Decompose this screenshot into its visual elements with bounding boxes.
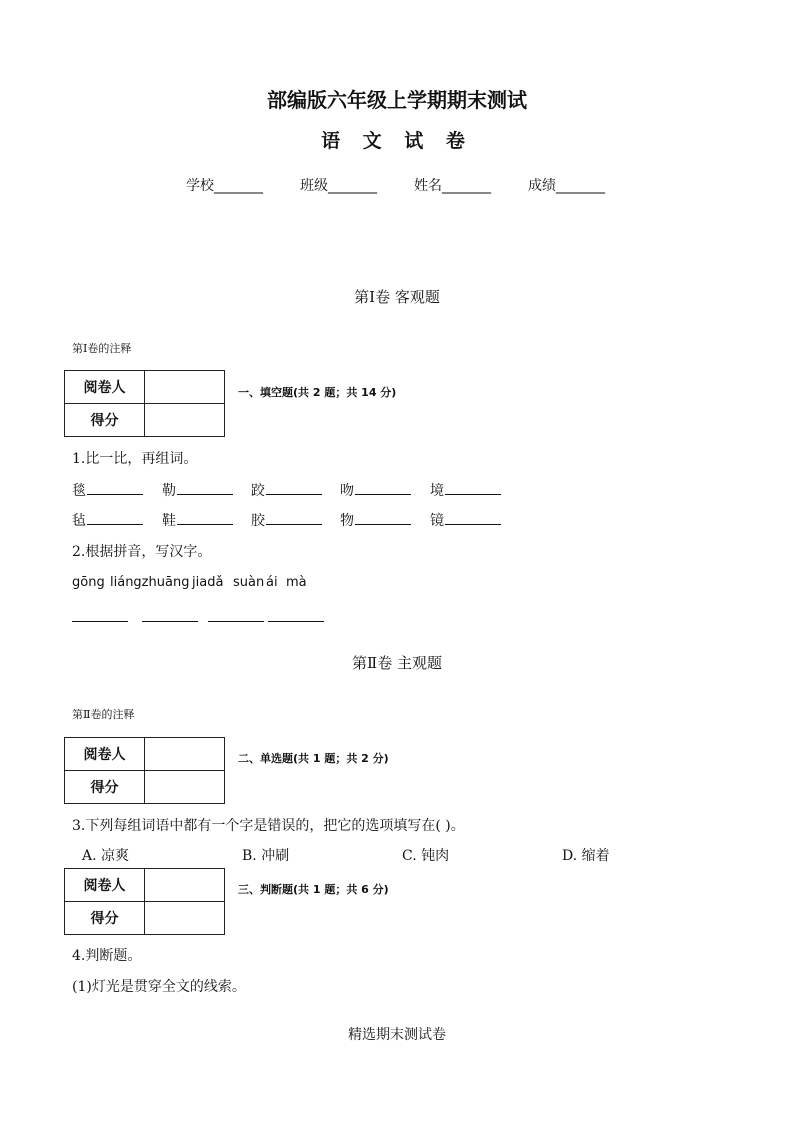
score-field: 成绩_______: [528, 178, 605, 194]
q1-word: 物: [340, 510, 411, 530]
score-label: 得分: [65, 902, 145, 935]
answer-blank[interactable]: [177, 512, 233, 525]
answer-blank[interactable]: [266, 512, 322, 525]
pinyin: liángzhuāng: [110, 575, 190, 590]
option-c[interactable]: C. 钝肉: [402, 848, 450, 864]
question-2: 2.根据拼音，写汉字。: [72, 544, 212, 560]
q1-word: 镜: [430, 510, 501, 530]
answer-blank[interactable]: [445, 482, 501, 495]
part1-note: 第Ⅰ卷的注释: [72, 342, 132, 355]
q1-word: 跤: [251, 480, 322, 500]
pinyin: ái: [266, 575, 278, 590]
exam-title: 部编版六年级上学期期末测试: [267, 88, 527, 112]
question-4: 4.判断题。: [72, 948, 142, 964]
score-table: [64, 737, 225, 804]
pinyin-answer-blank[interactable]: [142, 621, 198, 622]
pinyin-answer-blank[interactable]: [208, 621, 264, 622]
answer-blank[interactable]: [355, 512, 411, 525]
option-d[interactable]: D. 缩着: [562, 848, 610, 864]
class-field: 班级_______: [300, 178, 377, 194]
q1-word: 吻: [340, 480, 411, 500]
answer-blank[interactable]: [177, 482, 233, 495]
section-title-true-false: 三、判断题(共 1 题；共 6 分): [238, 883, 389, 896]
reviewer-label: 阅卷人: [65, 869, 145, 902]
answer-blank[interactable]: [445, 512, 501, 525]
q1-word: 境: [430, 480, 501, 500]
part2-note: 第Ⅱ卷的注释: [72, 708, 135, 721]
part2-heading: 第Ⅱ卷 主观题: [352, 654, 442, 672]
score-table: [64, 868, 225, 935]
reviewer-label: 阅卷人: [65, 738, 145, 771]
pinyin: gōng: [72, 575, 105, 590]
q1-word: 毡: [72, 510, 143, 530]
part1-heading: 第Ⅰ卷 客观题: [354, 288, 440, 306]
q1-word: 毯: [72, 480, 143, 500]
score-cell[interactable]: [145, 902, 225, 935]
reviewer-cell[interactable]: [145, 738, 225, 771]
section-title-fill-blank: 一、填空题(共 2 题；共 14 分): [238, 386, 397, 399]
page-footer: 精选期末测试卷: [348, 1027, 446, 1043]
question-1: 1.比一比，再组词。: [72, 451, 198, 467]
q1-word: 勒: [162, 480, 233, 500]
option-a[interactable]: A. 凉爽: [82, 848, 130, 864]
pinyin-answer-blank[interactable]: [72, 621, 128, 622]
reviewer-cell[interactable]: [145, 869, 225, 902]
score-cell[interactable]: [145, 771, 225, 804]
pinyin-answer-blank[interactable]: [268, 621, 324, 622]
reviewer-cell[interactable]: [145, 371, 225, 404]
score-label: 得分: [65, 404, 145, 437]
question-4-sub-1: (1)灯光是贯穿全文的线索。: [72, 979, 246, 995]
pinyin: mà: [286, 575, 307, 590]
section-title-single-choice: 二、单选题(共 1 题；共 2 分): [238, 752, 389, 765]
score-cell[interactable]: [145, 404, 225, 437]
option-b[interactable]: B. 冲刷: [242, 848, 290, 864]
answer-blank[interactable]: [355, 482, 411, 495]
name-field: 姓名_______: [414, 178, 491, 194]
pinyin: suàn: [233, 575, 265, 590]
q1-word: 胶: [251, 510, 322, 530]
answer-blank[interactable]: [87, 512, 143, 525]
answer-blank[interactable]: [87, 482, 143, 495]
pinyin: jiadǎ: [192, 575, 224, 590]
score-table: [64, 370, 225, 437]
answer-blank[interactable]: [266, 482, 322, 495]
q1-word: 鞋: [162, 510, 233, 530]
school-field: 学校_______: [186, 178, 263, 194]
reviewer-label: 阅卷人: [65, 371, 145, 404]
question-3: 3.下列每组词语中都有一个字是错误的，把它的选项填写在( )。: [72, 818, 465, 834]
exam-subtitle: 语 文 试 卷: [321, 130, 473, 152]
score-label: 得分: [65, 771, 145, 804]
